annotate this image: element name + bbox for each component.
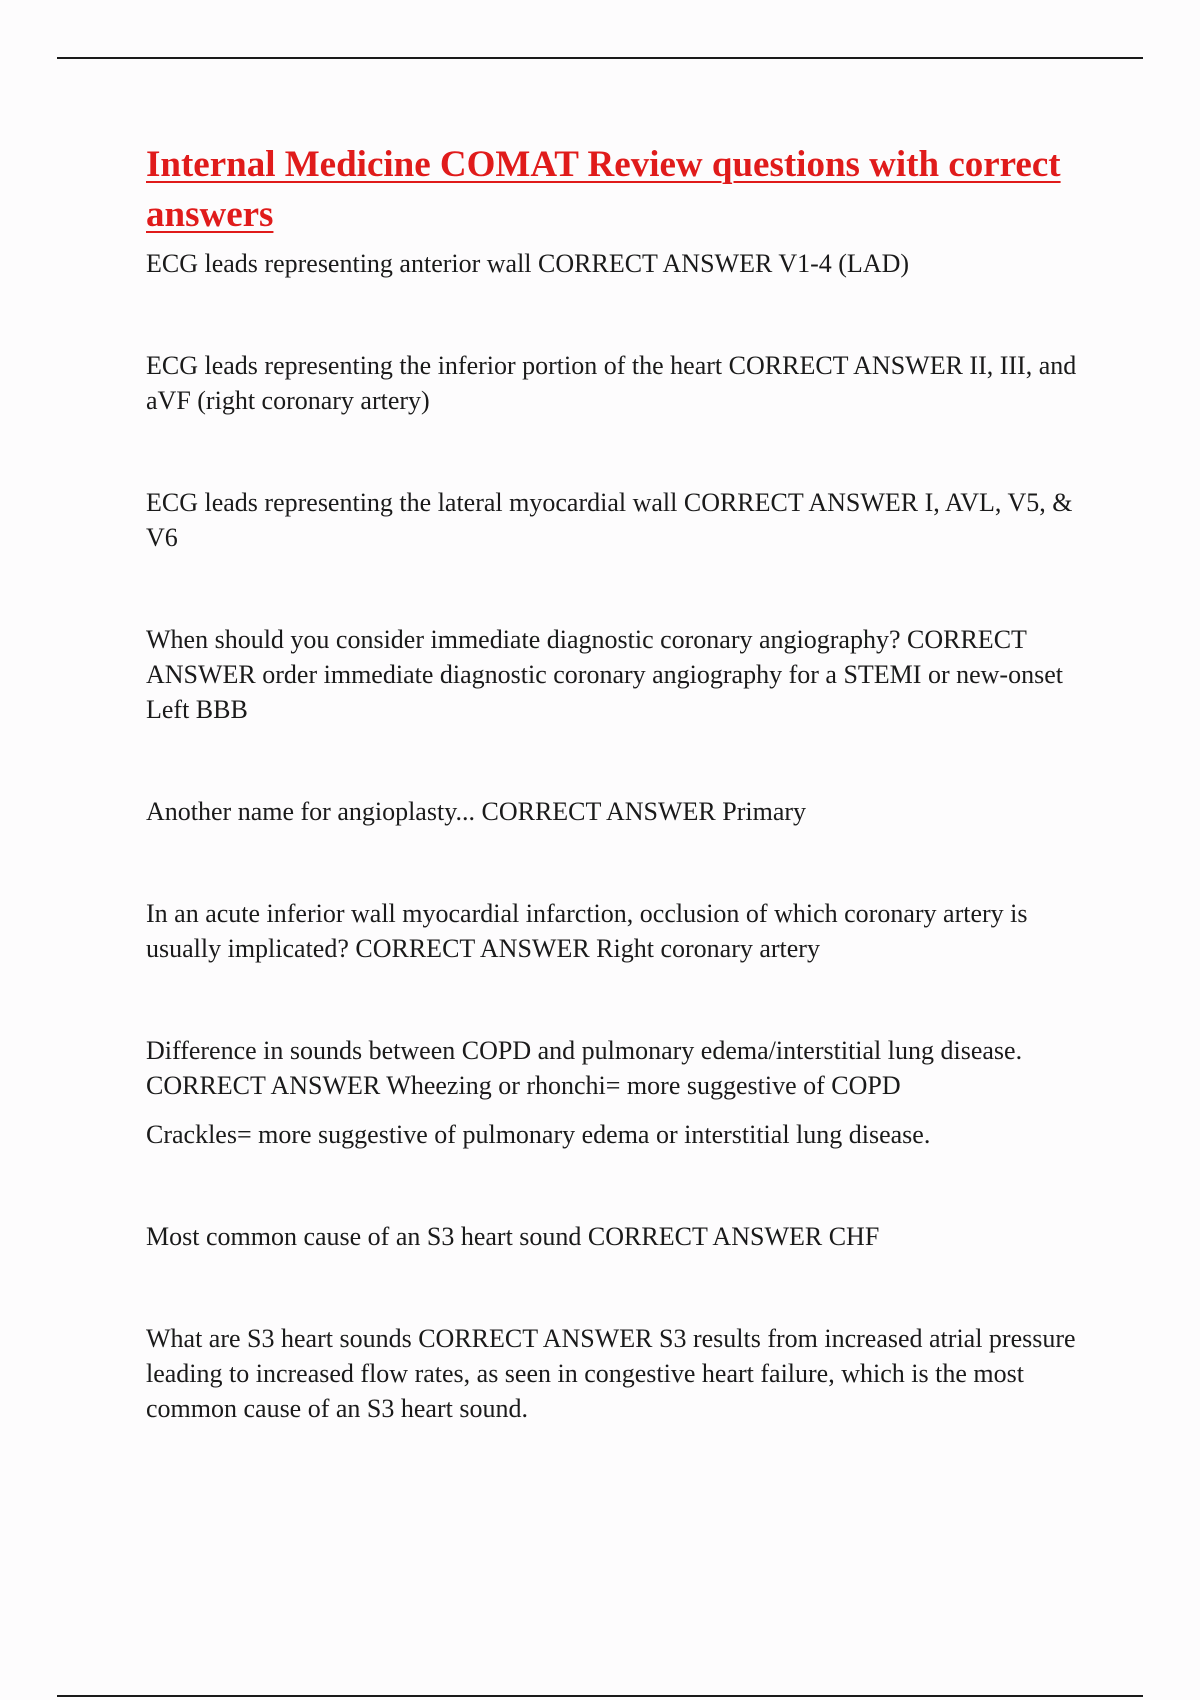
qa-item — [146, 246, 1096, 281]
qa-text-continuation: Crackles= more suggestive of pulmonary edema or interstitial lung disease. — [146, 1120, 931, 1149]
qa-item — [146, 622, 1096, 727]
qa-item — [146, 348, 1096, 418]
qa-item — [146, 896, 1096, 966]
qa-text: Most common cause of an S3 heart sound CORRECT ANSWER CHF — [146, 1222, 880, 1251]
qa-text: In an acute inferior wall myocardial infarction, occlusion of which coronary artery is usually implicated? CORRECT ANSWER Right coronary artery — [146, 899, 1034, 963]
qa-text: Difference in sounds between COPD and pulmonary edema/interstitial lung disease. CORRECT ANSWER Wheezing or rhonchi= more suggestive of COPD — [146, 1036, 1029, 1100]
qa-text: What are S3 heart sounds CORRECT ANSWER S3 results from increased atrial pressure leading to increased flow rates, as seen in congestive heart failure, which is the most common cause of an S3 heart sound. — [146, 1324, 1083, 1423]
qa-item — [146, 794, 1096, 829]
qa-text: ECG leads representing anterior wall CORRECT ANSWER V1-4 (LAD) — [146, 249, 910, 278]
qa-text: ECG leads representing the lateral myocardial wall CORRECT ANSWER I, AVL, V5, & V6 — [146, 488, 1079, 552]
qa-item — [146, 1321, 1096, 1426]
qa-item — [146, 485, 1096, 555]
qa-text: Another name for angioplasty... CORRECT ANSWER Primary — [146, 797, 807, 826]
footer-rule — [57, 1695, 1143, 1697]
document-body — [146, 140, 1096, 1426]
qa-item — [146, 1033, 1096, 1152]
qa-text: When should you consider immediate diagnostic coronary angiography? CORRECT ANSWER order immediate diagnostic coronary angiography for a STEMI or new-onset Left BBB — [146, 625, 1070, 724]
qa-item — [146, 1219, 1096, 1254]
document-title: Internal Medicine COMAT Review questions with correct answers — [146, 144, 1061, 235]
header-rule — [57, 57, 1143, 59]
qa-text: ECG leads representing the inferior portion of the heart CORRECT ANSWER II, III, and aVF (right coronary artery) — [146, 351, 1083, 415]
